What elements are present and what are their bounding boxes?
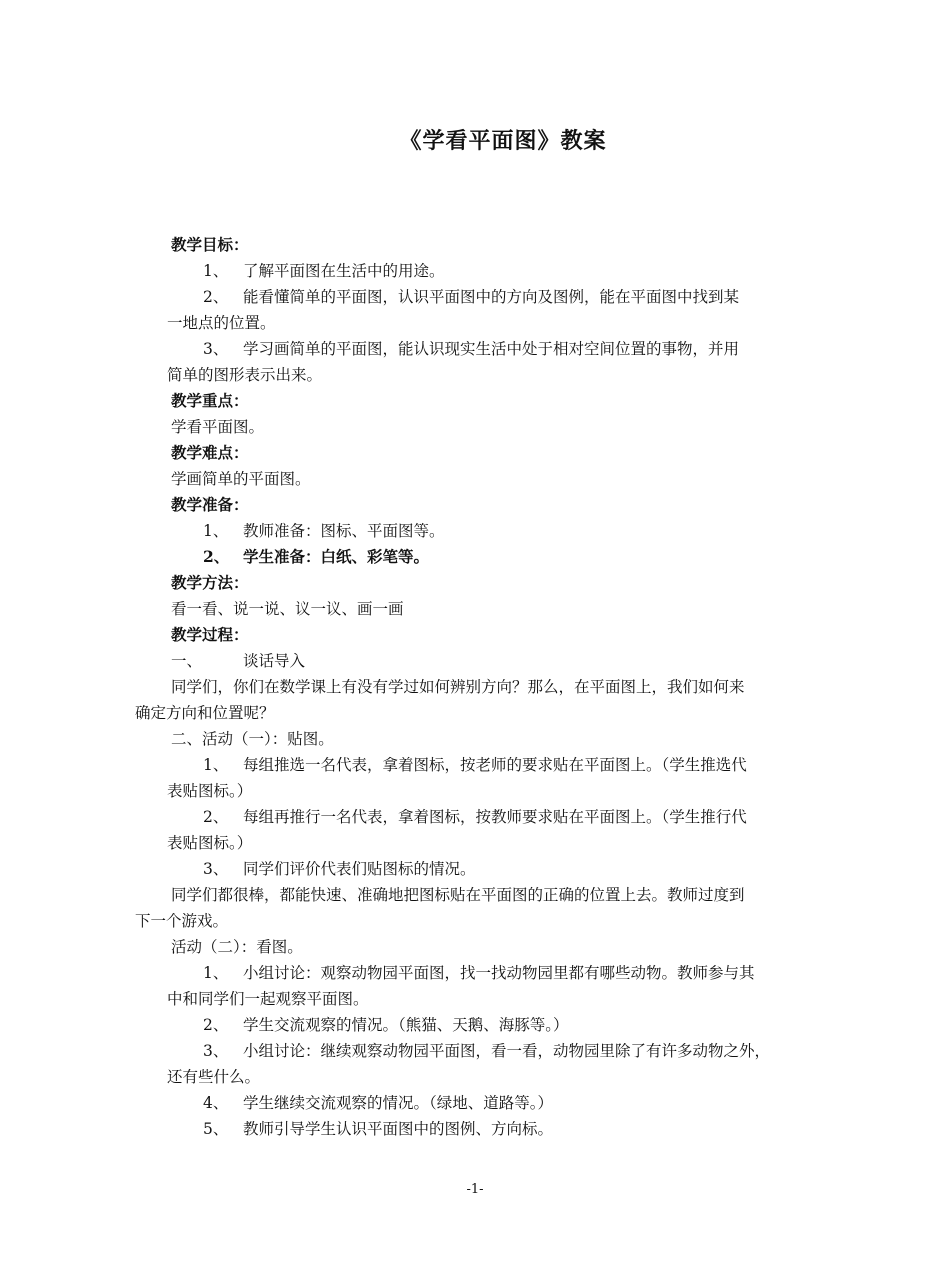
item-number: 1、 — [203, 522, 229, 540]
item-text: 学生继续交流观察的情况。（绿地、道路等。） — [243, 1094, 554, 1112]
item-number: 2、 — [203, 1016, 229, 1034]
item-continuation: 中和同学们一起观察平面图。 — [167, 990, 369, 1008]
difficulty-heading: 教学难点： — [171, 443, 249, 462]
item-text: 能看懂简单的平面图，认识平面图中的方向及图例，能在平面图中找到某 — [243, 288, 740, 306]
preparation-heading: 教学准备： — [171, 495, 249, 514]
item-number: 5、 — [203, 1120, 229, 1138]
item-text: 每组再推行一名代表，拿着图标，按教师要求贴在平面图上。（学生推行代 — [243, 808, 747, 826]
method-text: 看一看、说一说、议一议、画一画 — [171, 600, 404, 618]
paragraph-line: 同学们，你们在数学课上有没有学过如何辨别方向？那么，在平面图上，我们如何来 — [171, 678, 745, 696]
item-number: 2、 — [203, 288, 229, 306]
part3-item-3 — [135, 1038, 825, 1090]
item-number: 2、 — [203, 808, 229, 826]
item-text: 学生交流观察的情况。（熊猫、天鹅、海豚等。） — [243, 1016, 569, 1034]
item-continuation: 简单的图形表示出来。 — [167, 366, 323, 384]
paragraph-line: 下一个游戏。 — [135, 912, 229, 930]
preparation-item-2 — [135, 544, 825, 570]
item-text: 学习画简单的平面图，能认识现实生活中处于相对空间位置的事物，并用 — [243, 340, 740, 358]
document-title: 《学看平面图》教案 — [399, 128, 607, 154]
item-text: 小组讨论：观察动物园平面图，找一找动物园里都有哪些动物。教师参与其 — [243, 964, 755, 982]
item-continuation: 还有些什么。 — [167, 1068, 261, 1086]
item-number: 3、 — [203, 1042, 229, 1060]
part3-item-4 — [135, 1090, 825, 1116]
item-number: 3、 — [203, 860, 229, 878]
preparation-item-1 — [135, 518, 825, 544]
paragraph-line: 同学们都很棒，都能快速、准确地把图标贴在平面图的正确的位置上去。教师过度到 — [171, 886, 745, 904]
item-continuation: 表贴图标。） — [167, 834, 253, 852]
objective-item-3 — [135, 336, 825, 388]
page-number: -1- — [466, 1182, 484, 1197]
item-number: 2、 — [203, 547, 230, 566]
item-text: 同学们评价代表们贴图标的情况。 — [243, 860, 476, 878]
part2-item-2 — [135, 804, 825, 856]
item-number: 1、 — [203, 964, 229, 982]
item-continuation: 表贴图标。） — [167, 782, 253, 800]
paragraph-line: 确定方向和位置呢？ — [135, 704, 275, 722]
difficulty-text: 学画简单的平面图。 — [171, 470, 311, 488]
part2-item-3 — [135, 856, 825, 882]
part3-item-1 — [135, 960, 825, 1012]
item-text: 教师准备：图标、平面图等。 — [243, 522, 445, 540]
process-part1-paragraph — [135, 674, 825, 726]
objective-item-2 — [135, 284, 825, 336]
item-number: 1、 — [203, 262, 229, 280]
part2-item-1 — [135, 752, 825, 804]
item-number: 1、 — [203, 756, 229, 774]
item-text: 了解平面图在生活中的用途。 — [243, 262, 445, 280]
process-part3-title: 活动（二）：看图。 — [171, 938, 303, 956]
process-heading: 教学过程： — [171, 625, 249, 644]
method-heading: 教学方法： — [171, 573, 249, 592]
item-number: 3、 — [203, 340, 229, 358]
part-number: 一、 — [171, 652, 203, 670]
part3-item-2 — [135, 1012, 825, 1038]
key-point-heading: 教学重点： — [171, 391, 249, 410]
item-text: 每组推选一名代表，拿着图标，按老师的要求贴在平面图上。（学生推选代 — [243, 756, 747, 774]
process-part2-paragraph — [135, 882, 825, 934]
item-text: 学生准备：白纸、彩笔等。 — [243, 547, 430, 566]
item-text: 教师引导学生认识平面图中的图例、方向标。 — [243, 1120, 554, 1138]
process-part2-title: 二、活动（一）：贴图。 — [171, 730, 334, 748]
key-point-text: 学看平面图。 — [171, 418, 265, 436]
item-text: 小组讨论：继续观察动物园平面图，看一看，动物园里除了有许多动物之外， — [243, 1042, 771, 1060]
objectives-heading: 教学目标： — [171, 235, 249, 254]
objective-item-1 — [135, 258, 825, 284]
process-part1-title — [135, 648, 825, 674]
part3-item-5 — [135, 1116, 825, 1142]
part-title: 谈话导入 — [243, 652, 306, 670]
document-body — [135, 232, 825, 1142]
item-continuation: 一地点的位置。 — [167, 314, 276, 332]
item-number: 4、 — [203, 1094, 229, 1112]
